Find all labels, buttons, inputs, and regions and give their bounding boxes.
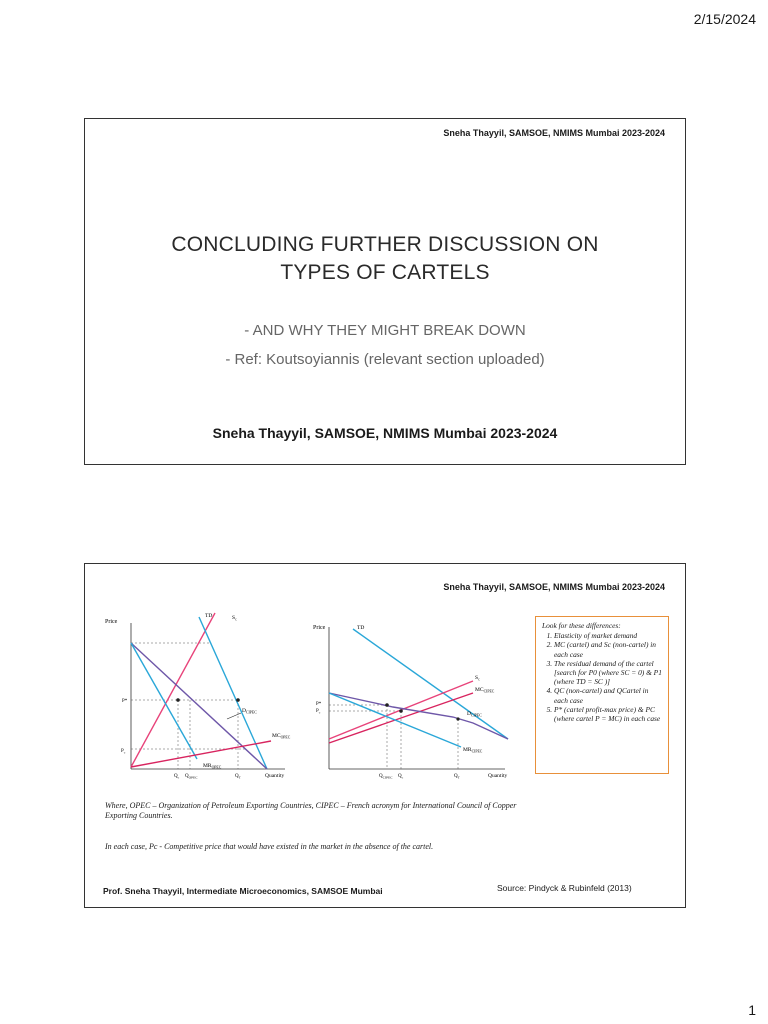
svg-text:Sc: $S_c$ xyxy=(232,615,237,622)
total-demand-curve xyxy=(353,629,508,739)
td-label: TD xyxy=(205,613,213,619)
svg-text:Pc: $P_c$ xyxy=(121,749,126,755)
header-date: 2/15/2024 xyxy=(693,11,756,27)
difference-item: 1. Elasticity of market demand xyxy=(554,631,662,640)
svg-text:MCCIPEC: $MC_{CIPEC}$ xyxy=(475,687,495,694)
y-axis-label: Price xyxy=(313,625,326,631)
svg-text:Pc: $P_c$ xyxy=(316,709,321,715)
td-label: TD xyxy=(357,625,365,631)
svg-text:QT: $Q_T$ xyxy=(235,774,241,780)
slide-1 xyxy=(84,118,686,465)
x-axis-label: Quantity xyxy=(488,773,508,779)
residual-demand-curve xyxy=(131,643,267,769)
competitive-price-note: In each case, Pc - Competitive price that would have existed in the market in the absence of the cartel. xyxy=(105,842,434,851)
abbreviation-note: Where, OPEC – Organization of Petroleum Exporting Countries, CIPEC – French acronym for International Council of Copper Exporting Countries. xyxy=(105,801,517,820)
slide-subtitle-2: - Ref: Koutsoyiannis (relevant section uploaded) xyxy=(225,351,545,368)
pstar-label: P* xyxy=(122,699,128,704)
page-number: 1 xyxy=(748,1002,756,1018)
y-axis-label: Price xyxy=(105,619,118,625)
opec-cartel-diagram xyxy=(105,609,300,780)
slide-author: Sneha Thayyil, SAMSOE, NMIMS Mumbai 2023-2024 xyxy=(212,425,558,441)
marginal-revenue-curve xyxy=(131,643,197,759)
svg-text:QT: $Q_T$ xyxy=(454,774,460,780)
svg-text:Sc: $S_c$ xyxy=(475,675,480,682)
svg-text:QCIPEC: $Q_{CIPEC}$ xyxy=(379,774,393,780)
difference-item: 5. P* (cartel profit-max price) & PC (where cartel P = MC) in each case xyxy=(554,705,662,723)
slide-title xyxy=(85,231,685,287)
difference-item: 2. MC (cartel) and Sc (non-cartel) in each case xyxy=(554,640,662,658)
svg-text:MROPEC: $MR_{OPEC}$ xyxy=(203,763,222,770)
marginal-revenue-curve xyxy=(329,693,461,747)
x-axis-label: Quantity xyxy=(265,773,285,779)
svg-text:QOPEC: $Q_{OPEC}$ xyxy=(185,774,198,780)
pstar-label: P* xyxy=(316,702,322,707)
differences-list xyxy=(542,631,662,723)
svg-text:DCIPEC: $D_{CIPEC}$ xyxy=(242,708,257,715)
differences-heading: Look for these differences: xyxy=(542,621,621,630)
slide-footer-source: Source: Pindyck & Rubinfeld (2013) xyxy=(497,883,632,893)
slide-2 xyxy=(84,563,686,908)
svg-text:MCOPEC: $MC_{OPEC}$ xyxy=(272,733,291,740)
cipec-cartel-diagram xyxy=(313,619,513,780)
supply-noncartel-curve xyxy=(131,613,215,767)
slide-footer-author: Prof. Sneha Thayyil, Intermediate Microeconomics, SAMSOE Mumbai xyxy=(103,886,383,896)
difference-item: 3. The residual demand of the cartel [search for P0 (where SC = 0) & P1 (where TD = SC )] xyxy=(554,659,662,687)
svg-text:Qc: $Q_c$ xyxy=(174,774,180,780)
slide-title-line-1: CONCLUDING FURTHER DISCUSSION ON xyxy=(171,233,599,256)
svg-text:DCIPEC: $D_{CIPEC}$ xyxy=(467,711,482,718)
slide-header: Sneha Thayyil, SAMSOE, NMIMS Mumbai 2023-2024 xyxy=(443,582,665,592)
slide-subtitle-1: - AND WHY THEY MIGHT BREAK DOWN xyxy=(244,322,526,339)
total-demand-curve xyxy=(199,617,267,769)
svg-text:Qc: $Q_c$ xyxy=(398,774,404,780)
difference-item: 4. QC (non-cartel) and QCartel in each case xyxy=(554,686,662,704)
differences-box xyxy=(535,616,669,774)
slide-title-line-2: TYPES OF CARTELS xyxy=(280,261,490,284)
svg-text:MRCIPEC: $MR_{CIPEC}$ xyxy=(463,747,483,754)
slide-header: Sneha Thayyil, SAMSOE, NMIMS Mumbai 2023-2024 xyxy=(443,128,665,138)
